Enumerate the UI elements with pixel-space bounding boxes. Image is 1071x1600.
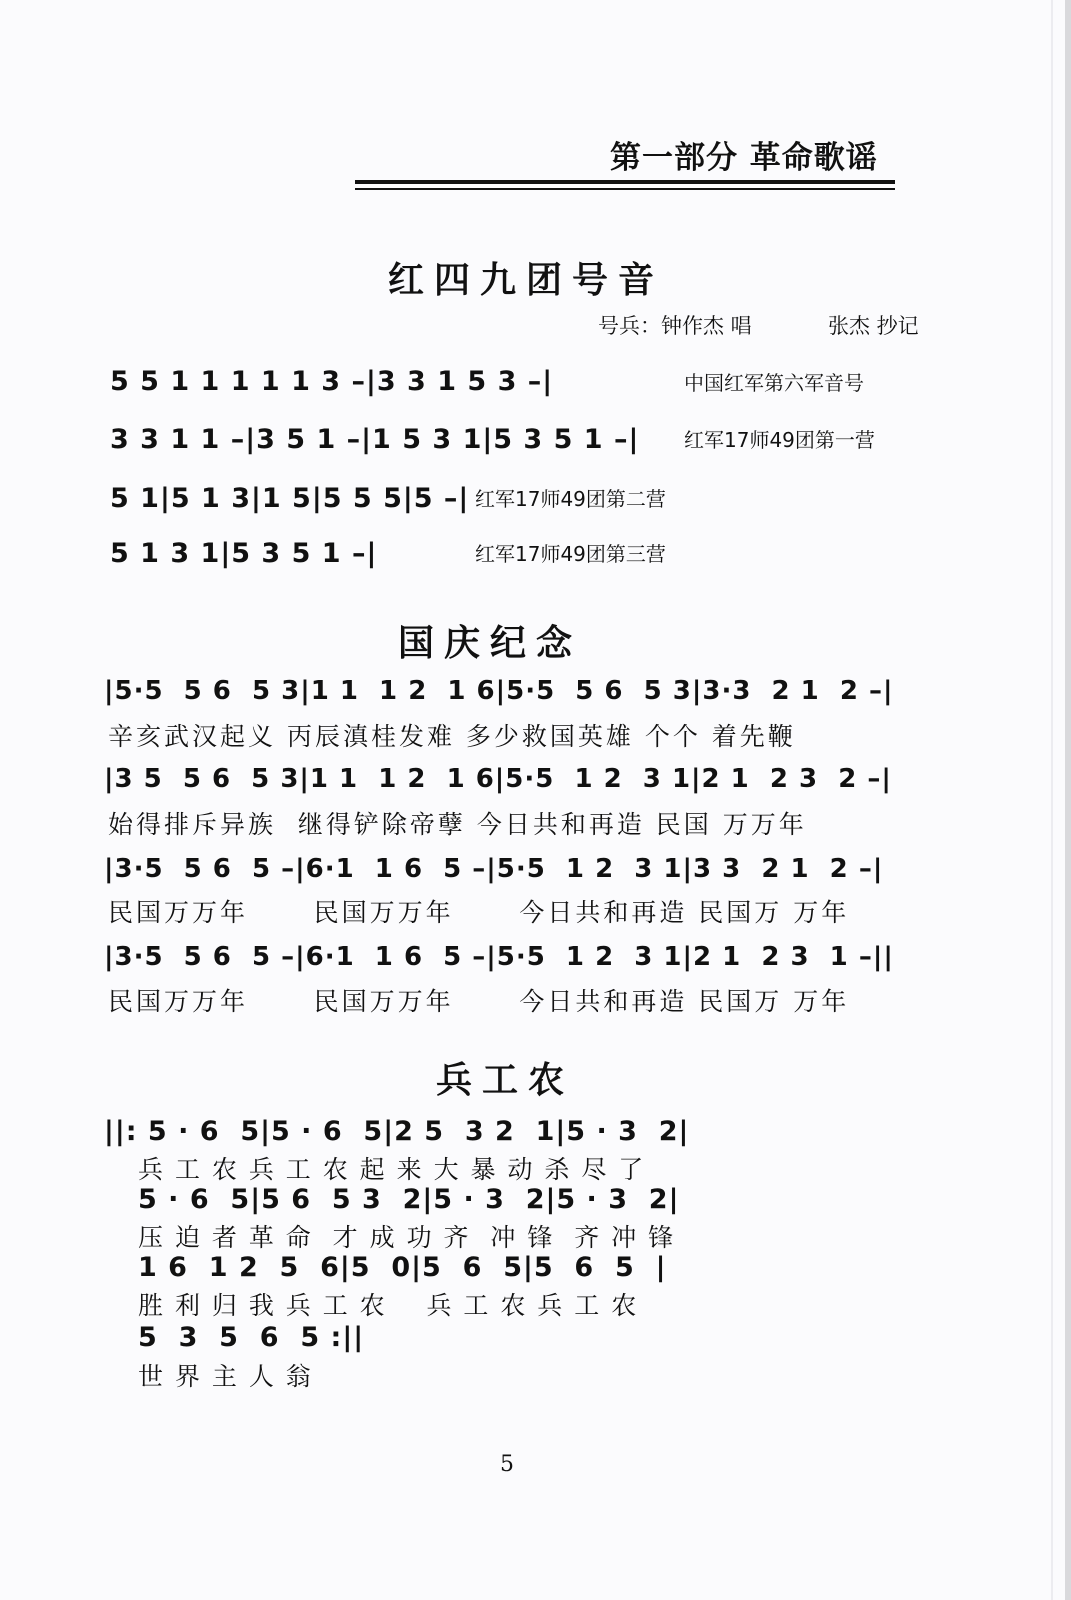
song1-notation-line-2: 3 3 1 1 –|3 5 1 –|1 5 3 1|5 3 5 1 –|	[110, 424, 640, 455]
song1-title: 红四九团号音	[388, 259, 665, 301]
song3-lyric-line-2: 压 迫 者 革 命 才 成 功 齐 冲 锋 齐 冲 锋	[138, 1223, 676, 1252]
song3-lyric-line-1: 兵 工 农 兵 工 农 起 来 大 暴 动 杀 尽 了	[138, 1155, 646, 1184]
song3-title: 兵工农	[436, 1059, 575, 1101]
song1-notation-line-1: 5 5 1 1 1 1 1 3 –|3 3 1 5 3 –|	[110, 366, 554, 397]
section-header: 第一部分 革命歌谣	[610, 140, 878, 176]
header-rule-thin	[355, 188, 895, 190]
song2-notation-line-3: |3·5 5 6 5 –|6·1 1 6 5 –|5·5 1 2 3 1|3 3 2 1 2 –|	[104, 854, 884, 884]
song1-notation-line-4: 5 1 3 1|5 3 5 1 –|	[110, 538, 378, 569]
song1-credit-bugler: 号兵：钟作杰 唱	[598, 314, 752, 338]
song3-notation-line-3: 1 6 1 2 5 6|5 0|5 6 5|5 6 5 |	[138, 1252, 667, 1283]
header-rule-thick	[355, 180, 895, 184]
song2-lyric-line-3: 民国万万年 民国万万年 今日共和再造 民国万 万年	[108, 898, 850, 927]
song2-title: 国庆纪念	[398, 622, 583, 664]
song3-notation-line-1: ||: 5 · 6 5|5 · 6 5|2 5 3 2 1|5 · 3 2|	[104, 1116, 690, 1147]
song2-notation-line-1: |5·5 5 6 5 3|1 1 1 2 1 6|5·5 5 6 5 3|3·3 2 1 2 –|	[104, 676, 894, 706]
song1-note-line-1: 中国红军第六军音号	[684, 371, 864, 395]
song2-notation-line-2: |3 5 5 6 5 3|1 1 1 2 1 6|5·5 1 2 3 1|2 1 2 3 2 –|	[104, 764, 892, 794]
song1-notation-line-3: 5 1|5 1 3|1 5|5 5 5|5 –|	[110, 483, 470, 514]
song1-note-line-4: 红军17师49团第三营	[475, 542, 666, 566]
song2-lyric-line-1: 辛亥武汉起义 丙辰滇桂发难 多少救国英雄 个个 着先鞭	[108, 722, 796, 751]
song1-note-line-2: 红军17师49团第一营	[684, 428, 875, 452]
song3-notation-line-2: 5 · 6 5|5 6 5 3 2|5 · 3 2|5 · 3 2|	[138, 1184, 680, 1215]
song1-note-line-3: 红军17师49团第二营	[475, 487, 666, 511]
song2-notation-line-4: |3·5 5 6 5 –|6·1 1 6 5 –|5·5 1 2 3 1|2 1 2 3 1 –||	[104, 942, 894, 972]
song2-lyric-line-2: 始得排斥异族 继得铲除帝孽 今日共和再造 民国 万万年	[108, 810, 807, 839]
page-edge-shadow	[1065, 0, 1071, 1600]
song3-notation-line-4: 5 3 5 6 5 :||	[138, 1322, 365, 1353]
page-edge-line	[1051, 0, 1053, 1600]
page-number: 5	[500, 1452, 514, 1477]
song1-credit-scribe: 张杰 抄记	[828, 314, 919, 338]
song2-lyric-line-4: 民国万万年 民国万万年 今日共和再造 民国万 万年	[108, 987, 850, 1016]
song3-lyric-line-4: 世 界 主 人 翁	[138, 1362, 313, 1391]
song3-lyric-line-3: 胜 利 归 我 兵 工 农 兵 工 农 兵 工 农	[138, 1291, 639, 1320]
